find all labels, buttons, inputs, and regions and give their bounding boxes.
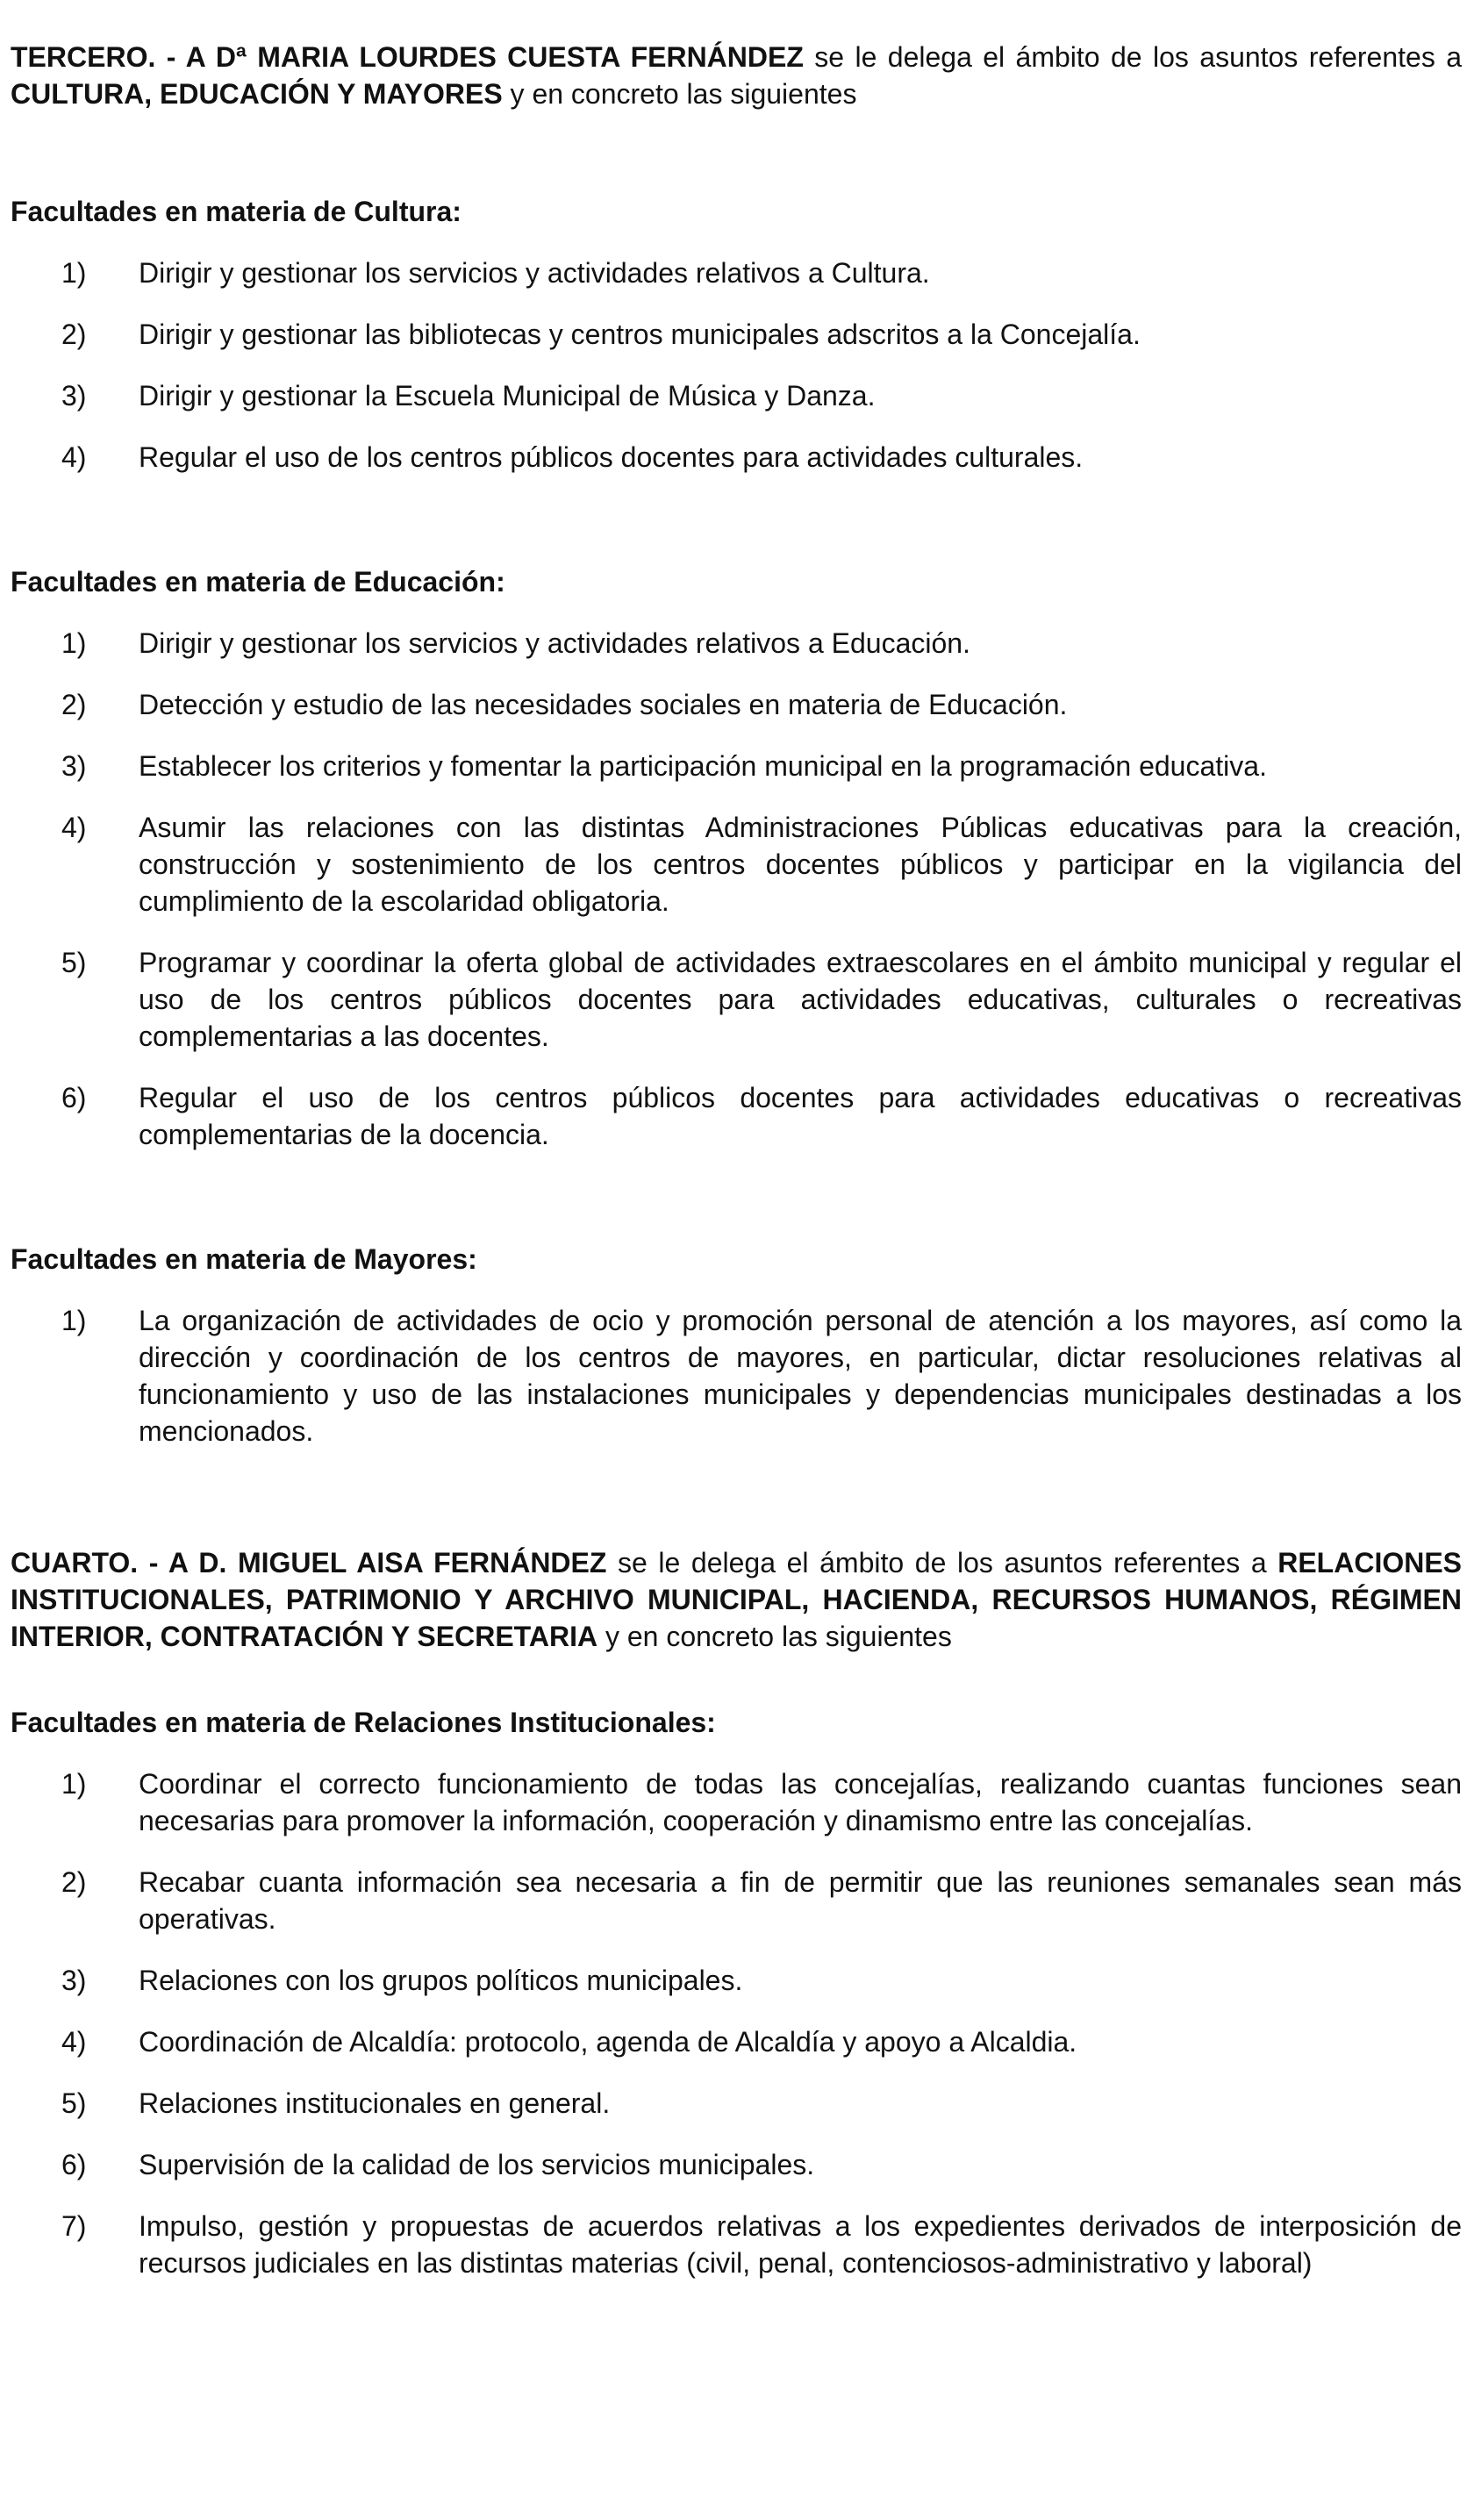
item-number: 1) bbox=[61, 1305, 87, 1336]
tercero-tail: y en concreto las siguientes bbox=[502, 78, 857, 110]
item-number: 2) bbox=[61, 319, 87, 350]
cuarto-tail: y en concreto las siguientes bbox=[597, 1621, 952, 1652]
item-number: 2) bbox=[61, 689, 87, 720]
list-mayores bbox=[11, 1302, 1462, 1450]
item-text: Recabar cuanta información sea necesaria a fin de permitir que las reuniones semanales sean más operativas. bbox=[139, 1866, 1462, 1935]
list-item bbox=[11, 2208, 1462, 2281]
item-text: Regular el uso de los centros públicos docentes para actividades educativas o recreativas complementarias de la docencia. bbox=[139, 1082, 1462, 1150]
item-number: 4) bbox=[61, 2026, 87, 2058]
item-number: 7) bbox=[61, 2210, 87, 2242]
list-item bbox=[11, 2085, 1462, 2122]
item-text: Establecer los criterios y fomentar la participación municipal en la programación educativa. bbox=[139, 750, 1267, 782]
section-heading-mayores: Facultades en materia de Mayores: bbox=[11, 1243, 477, 1275]
list-item bbox=[11, 2023, 1462, 2060]
item-text: Coordinar el correcto funcionamiento de todas las concejalías, realizando cuantas funciones sean necesarias para promover la información, cooperación y dinamismo entre las concejalías. bbox=[139, 1768, 1462, 1836]
section-heading-educacion: Facultades en materia de Educación: bbox=[11, 566, 505, 598]
item-number: 5) bbox=[61, 2087, 87, 2119]
item-text: Asumir las relaciones con las distintas Administraciones Públicas educativas para la creación, construcción y sostenimiento de los centros docentes públicos y participar en la vigilancia del cumplimiento de la escolaridad obligatoria. bbox=[139, 812, 1462, 917]
list-item bbox=[11, 254, 1462, 291]
item-number: 3) bbox=[61, 380, 87, 412]
item-text: Dirigir y gestionar los servicios y actividades relativos a Cultura. bbox=[139, 257, 930, 289]
item-text: Impulso, gestión y propuestas de acuerdos relativas a los expedientes derivados de interposición de recursos judiciales en las distintas materias (civil, penal, contenciosos-administrativo y laboral) bbox=[139, 2210, 1462, 2279]
list-item bbox=[11, 316, 1462, 353]
item-number: 4) bbox=[61, 441, 87, 473]
cuarto-areas: RELACIONES INSTITUCIONALES, PATRIMONIO Y ARCHIVO MUNICIPAL, HACIENDA, RECURSOS HUMANOS, RÉGIMEN INTERIOR, CONTRATACIÓN Y SECRETARIA bbox=[11, 1547, 1463, 1652]
list-item bbox=[11, 1765, 1462, 1839]
tercero-areas: CULTURA, EDUCACIÓN Y MAYORES bbox=[11, 78, 503, 110]
item-text: La organización de actividades de ocio y promoción personal de atención a los mayores, así como la dirección y coordinación de los centros de mayores, en particular, dictar resoluciones relativas al funcionamiento y uso de las instalaciones municipales y dependencias municipales destinadas a los mencionados. bbox=[139, 1305, 1462, 1447]
list-item bbox=[11, 625, 1462, 662]
item-text: Detección y estudio de las necesidades sociales en materia de Educación. bbox=[139, 689, 1068, 720]
item-text: Dirigir y gestionar los servicios y actividades relativos a Educación. bbox=[139, 627, 970, 659]
item-text: Dirigir y gestionar las bibliotecas y centros municipales adscritos a la Concejalía. bbox=[139, 319, 1141, 350]
list-item bbox=[11, 1079, 1462, 1153]
cuarto-lead: CUARTO. - A D. MIGUEL AISA FERNÁNDEZ bbox=[11, 1547, 607, 1579]
list-item bbox=[11, 748, 1462, 784]
list-item bbox=[11, 377, 1462, 414]
item-number: 2) bbox=[61, 1866, 87, 1898]
item-number: 4) bbox=[61, 812, 87, 843]
document-body bbox=[11, 39, 1462, 2281]
item-number: 6) bbox=[61, 1082, 87, 1113]
item-text: Coordinación de Alcaldía: protocolo, agenda de Alcaldía y apoyo a Alcaldia. bbox=[139, 2026, 1077, 2058]
section-heading-cultura: Facultades en materia de Cultura: bbox=[11, 196, 462, 227]
item-text: Programar y coordinar la oferta global de actividades extraescolares en el ámbito municipal y regular el uso de los centros públicos docentes para actividades educativas, culturales o recreativas complementarias a las docentes. bbox=[139, 947, 1462, 1052]
section-heading-relaciones: Facultades en materia de Relaciones Institucionales: bbox=[11, 1707, 716, 1738]
item-text: Relaciones con los grupos políticos municipales. bbox=[139, 1965, 743, 1996]
list-educacion bbox=[11, 625, 1462, 1153]
list-item bbox=[11, 686, 1462, 723]
list-item bbox=[11, 1962, 1462, 1999]
list-item bbox=[11, 1864, 1462, 1937]
list-relaciones bbox=[11, 1765, 1462, 2281]
item-number: 3) bbox=[61, 750, 87, 782]
item-number: 6) bbox=[61, 2149, 87, 2180]
item-text: Dirigir y gestionar la Escuela Municipal de Música y Danza. bbox=[139, 380, 876, 412]
item-number: 3) bbox=[61, 1965, 87, 1996]
item-number: 1) bbox=[61, 627, 87, 659]
list-item bbox=[11, 809, 1462, 920]
list-item bbox=[11, 944, 1462, 1055]
item-text: Regular el uso de los centros públicos docentes para actividades culturales. bbox=[139, 441, 1084, 473]
item-number: 1) bbox=[61, 1768, 87, 1800]
cuarto-mid: se le delega el ámbito de los asuntos referentes a bbox=[606, 1547, 1278, 1579]
tercero-mid: se le delega el ámbito de los asuntos referentes a bbox=[803, 41, 1462, 73]
list-cultura bbox=[11, 254, 1462, 476]
item-number: 1) bbox=[61, 257, 87, 289]
list-item bbox=[11, 439, 1462, 476]
item-text: Supervisión de la calidad de los servicios municipales. bbox=[139, 2149, 815, 2180]
list-item bbox=[11, 1302, 1462, 1450]
item-text: Relaciones institucionales en general. bbox=[139, 2087, 611, 2119]
list-item bbox=[11, 2146, 1462, 2183]
tercero-intro bbox=[11, 39, 1462, 112]
tercero-lead: TERCERO. - A Dª MARIA LOURDES CUESTA FERNÁNDEZ bbox=[11, 41, 804, 73]
cuarto-intro bbox=[11, 1544, 1462, 1655]
item-number: 5) bbox=[61, 947, 87, 978]
